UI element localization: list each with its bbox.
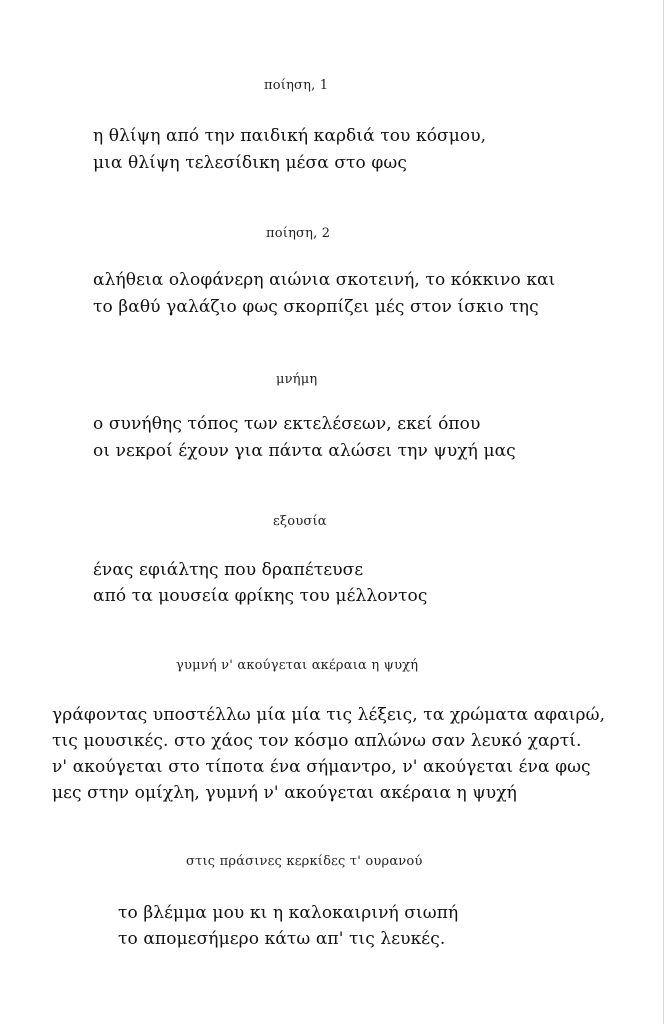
poem-line: μες στην ομίχλη, γυμνή ν' ακούγεται ακέραια η ψυχή <box>52 783 517 803</box>
poem-title: εξουσία <box>273 514 327 529</box>
poem-line: γράφοντας υποστέλλω μία μία τις λέξεις, τα χρώματα αφαιρώ, <box>52 705 606 725</box>
poem-line: μια θλίψη τελεσίδικη μέσα στο φως <box>93 153 407 173</box>
poem-line: ν' ακούγεται στο τίποτα ένα σήμαντρο, ν' ακούγεται ένα φως <box>52 757 591 777</box>
poem-line: ένας εφιάλτης που δραπέτευσε <box>93 560 364 580</box>
poem-line: το απομεσήμερο κάτω απ' τις λευκές. <box>118 929 446 949</box>
poem-line: τις μουσικές. στο χάος τον κόσμο απλώνω σαν λευκό χαρτί. <box>52 731 582 751</box>
poem-line: το βλέμμα μου κι η καλοκαιρινή σιωπή <box>118 903 459 923</box>
poem-line: ο συνήθης τόπος των εκτελέσεων, εκεί όπου <box>93 414 481 434</box>
poem-line: από τα μουσεία φρίκης του μέλλοντος <box>93 586 428 606</box>
poem-line: η θλίψη από την παιδική καρδιά του κόσμου, <box>93 126 487 146</box>
poem-line: το βαθύ γαλάζιο φως σκορπίζει μές στον ίσκιο της <box>93 297 539 317</box>
poem-title: στις πράσινες κερκίδες τ' ουρανού <box>186 854 423 869</box>
poem-line: οι νεκροί έχουν για πάντα αλώσει την ψυχή μας <box>93 441 516 461</box>
poem-title: γυμνή ν' ακούγεται ακέραια η ψυχή <box>176 658 419 673</box>
poem-line: αλήθεια ολοφάνερη αιώνια σκοτεινή, το κόκκινο και <box>93 270 556 290</box>
poem-title: ποίηση, 1 <box>264 78 329 93</box>
poem-title: μνήμη <box>276 372 318 387</box>
poem-title: ποίηση, 2 <box>266 226 331 241</box>
